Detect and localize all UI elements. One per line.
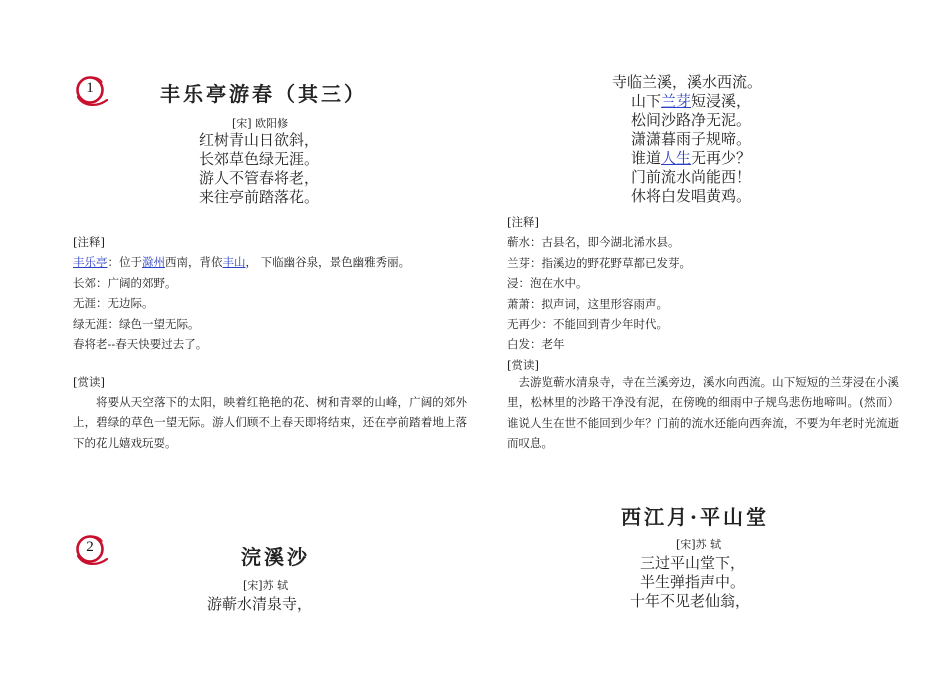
link-fengshan[interactable]: 丰山	[222, 255, 246, 270]
badge-swirl-icon	[72, 532, 110, 568]
poem-line: 山下兰芽短浸溪，	[631, 92, 752, 110]
poem-line: 潇潇暮雨子规啼。	[631, 130, 752, 148]
poem2-body	[631, 92, 751, 206]
appreciation-heading: [赏读]	[507, 357, 539, 372]
poem1-appreciation: 将要从天空落下的太阳，映着红艳艳的花、树和青翠的山峰，广阔的郊外上，碧绿的草色一望无际。游人们顾不上春天即将结束，还在亭前踏着地上落下的花儿嬉戏玩耍。	[73, 395, 467, 450]
poem-line: 门前流水尚能西！	[631, 168, 752, 186]
poem1-body	[199, 131, 319, 207]
appreciation-heading: [赏读]	[73, 375, 105, 389]
link-chuzhou[interactable]: 滁州	[142, 255, 165, 270]
poem1-notes	[73, 232, 473, 354]
poem-line: 休将白发唱黄鸡。	[631, 187, 752, 205]
note-item: 丰乐亭：位于滁州西南，背依丰山， 下临幽谷泉，景色幽雅秀丽。	[73, 255, 411, 270]
note-item: 无涯：无边际。	[73, 296, 154, 311]
poem2-appreciation: 去游览蕲水清泉寺，寺在兰溪旁边，溪水向西流。山下短短的兰芽浸在小溪里，松林里的沙路干净没有泥，在傍晚的细雨中子规鸟悲伤地啼叫。(然而）谁说人生在世不能回到少年？门前的流水还能向西奔流，不要为年老时光流逝而叹息。	[507, 375, 899, 451]
poem1-title: 丰乐亭游春（其三）	[160, 82, 367, 106]
number-badge-2	[72, 532, 110, 568]
poem-line: 三过平山堂下，	[640, 554, 746, 572]
svg-text:2: 2	[86, 539, 94, 555]
note-item: 蕲水：古县名，即今湖北浠水县。	[507, 235, 680, 250]
poem2-title: 浣溪沙	[241, 545, 310, 569]
note-item: 白发：老年	[507, 337, 565, 352]
link-fengleting[interactable]: 丰乐亭	[73, 255, 108, 270]
note-item: 浸：泡在水中。	[507, 276, 588, 291]
note-item: 萧萧：拟声词，这里形容雨声。	[507, 296, 668, 311]
poem-line: 长郊草色绿无涯。	[199, 150, 320, 168]
link-lanya[interactable]: 兰芽	[661, 92, 692, 110]
note-item: 春将老--春天快要过去了。	[73, 336, 208, 351]
link-rensheng[interactable]: 人生	[661, 149, 692, 167]
poem-line: 松间沙路净无泥。	[631, 111, 752, 129]
note-item: 长郊：广阔的郊野。	[73, 275, 177, 290]
poem2-first-line: 游蕲水清泉寺，	[207, 595, 313, 613]
poem-line: 谁道人生无再少？	[631, 149, 752, 167]
poem-line: 来往亭前踏落花。	[199, 188, 320, 206]
poem3-title: 西江月·平山堂	[621, 505, 769, 529]
poem-line: 游人不管春将老，	[199, 169, 320, 187]
svg-text:1: 1	[86, 80, 94, 96]
notes-heading: [注释]	[507, 215, 539, 229]
poem-line: 红树青山日欲斜，	[199, 131, 320, 149]
poem2-author: [宋]苏 轼	[243, 579, 289, 592]
poem2-notes	[507, 212, 907, 375]
number-badge-1	[72, 73, 110, 109]
note-item: 无再少：不能回到青少年时代。	[507, 316, 668, 331]
poem3-body	[630, 554, 751, 611]
note-item: 兰芽：指溪边的野花野草都已发芽。	[507, 255, 691, 270]
poem-line: 十年不见老仙翁，	[630, 592, 751, 610]
notes-heading: [注释]	[73, 235, 105, 249]
badge-swirl-icon	[72, 73, 110, 109]
poem1-author: [宋] 欧阳修	[232, 117, 289, 130]
poem3-author: [宋]苏 轼	[676, 538, 722, 551]
poem2-line: 寺临兰溪，溪水西流。	[612, 73, 763, 91]
poem-line: 半生弹指声中。	[640, 573, 746, 591]
note-item: 绿无涯：绿色一望无际。	[73, 316, 200, 331]
